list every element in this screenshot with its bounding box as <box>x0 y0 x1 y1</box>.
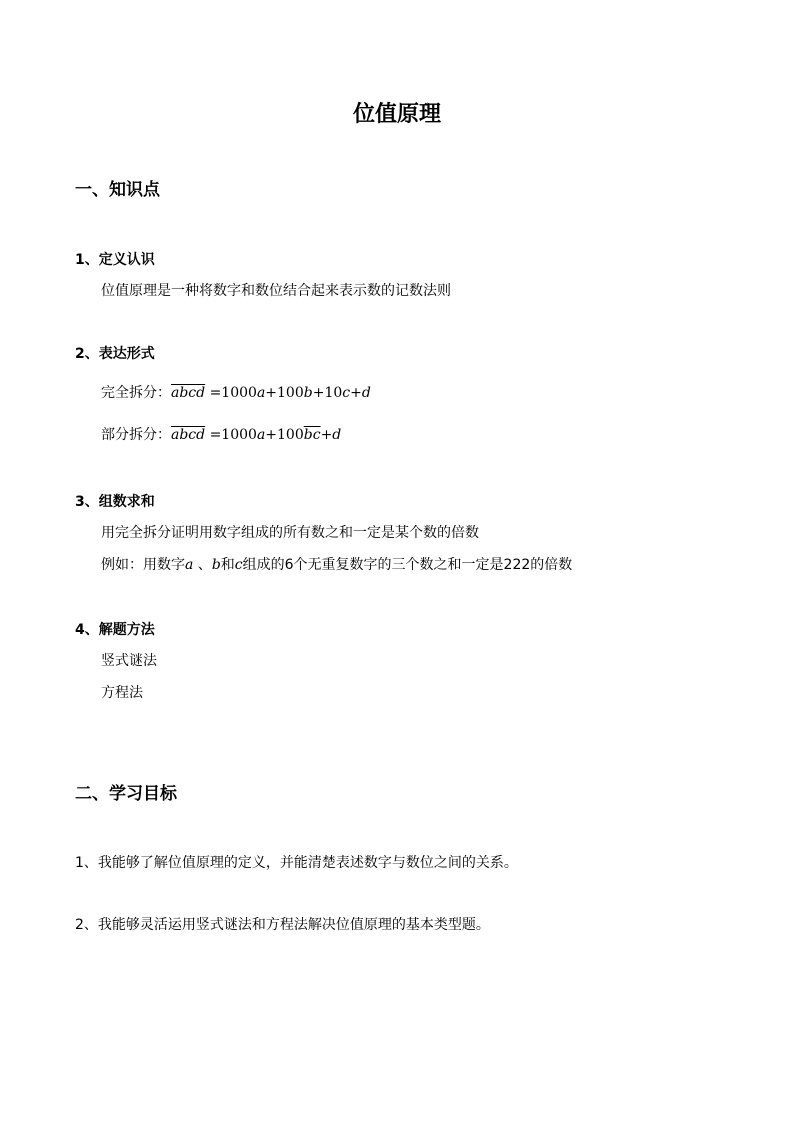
formula-var: a <box>256 427 266 443</box>
formula-term: +100 <box>265 427 304 443</box>
combination-text: 用完全拆分证明用数字组成的所有数之和一定是某个数的倍数 <box>101 525 479 541</box>
page-title: 位值原理 <box>352 102 441 127</box>
partial-split-line <box>101 424 341 446</box>
formula-term: + <box>350 385 362 401</box>
subheading-solving-methods: 4、解题方法 <box>75 622 155 638</box>
formula-lhs-abcd: abcd <box>171 385 206 401</box>
formula-lhs-abcd: abcd <box>171 427 206 443</box>
partial-split-label: 部分拆分： <box>101 427 171 443</box>
subheading-combination-sum: 3、组数求和 <box>75 494 155 510</box>
example-text: 、 <box>193 557 212 573</box>
example-number: 222 <box>503 557 531 573</box>
formula-var: b <box>303 385 313 401</box>
goal-item: 1、我能够了解位值原理的定义，并能清楚表述数字与数位之间的关系。 <box>75 855 518 871</box>
formula-term: +10 <box>312 385 343 401</box>
section-heading-knowledge: 一、知识点 <box>75 180 160 200</box>
example-text: 和 <box>220 557 235 573</box>
example-var-a: a <box>185 557 194 573</box>
example-text: 的倍数 <box>530 557 573 573</box>
method-item: 竖式谜法 <box>101 653 157 669</box>
partial-split-formula <box>171 427 341 443</box>
full-split-line <box>101 382 371 404</box>
formula-term: + <box>320 427 333 443</box>
formula-var: c <box>342 385 351 401</box>
definition-text: 位值原理是一种将数字和数位结合起来表示数的记数法则 <box>101 283 451 299</box>
example-text: 例如：用数字 <box>101 557 185 573</box>
full-split-formula <box>171 385 371 401</box>
goal-item: 2、我能够灵活运用竖式谜法和方程法解决位值原理的基本类型题。 <box>75 917 490 933</box>
formula-var-bc: $\overline{bc}$ <box>303 427 321 443</box>
formula-var: d <box>332 427 342 443</box>
formula-var: a <box>256 385 266 401</box>
formula-term: =1000 <box>209 427 257 443</box>
full-split-label: 完全拆分： <box>101 385 171 401</box>
formula-term: =1000 <box>209 385 257 401</box>
example-number: 6 <box>284 557 294 573</box>
formula-term: +100 <box>265 385 304 401</box>
method-item: 方程法 <box>101 685 143 701</box>
example-var-c: c <box>234 557 243 573</box>
example-text: 组成的 <box>242 557 285 573</box>
subheading-definition: 1、定义认识 <box>75 252 155 268</box>
example-text: 个无重复数字的三个数之和一定是 <box>293 557 504 573</box>
formula-var: d <box>361 385 371 401</box>
subheading-expression: 2、表达形式 <box>75 346 155 362</box>
section-heading-learning-goals: 二、学习目标 <box>75 784 177 804</box>
example-var-b: b <box>211 557 221 573</box>
combination-example <box>101 554 572 576</box>
